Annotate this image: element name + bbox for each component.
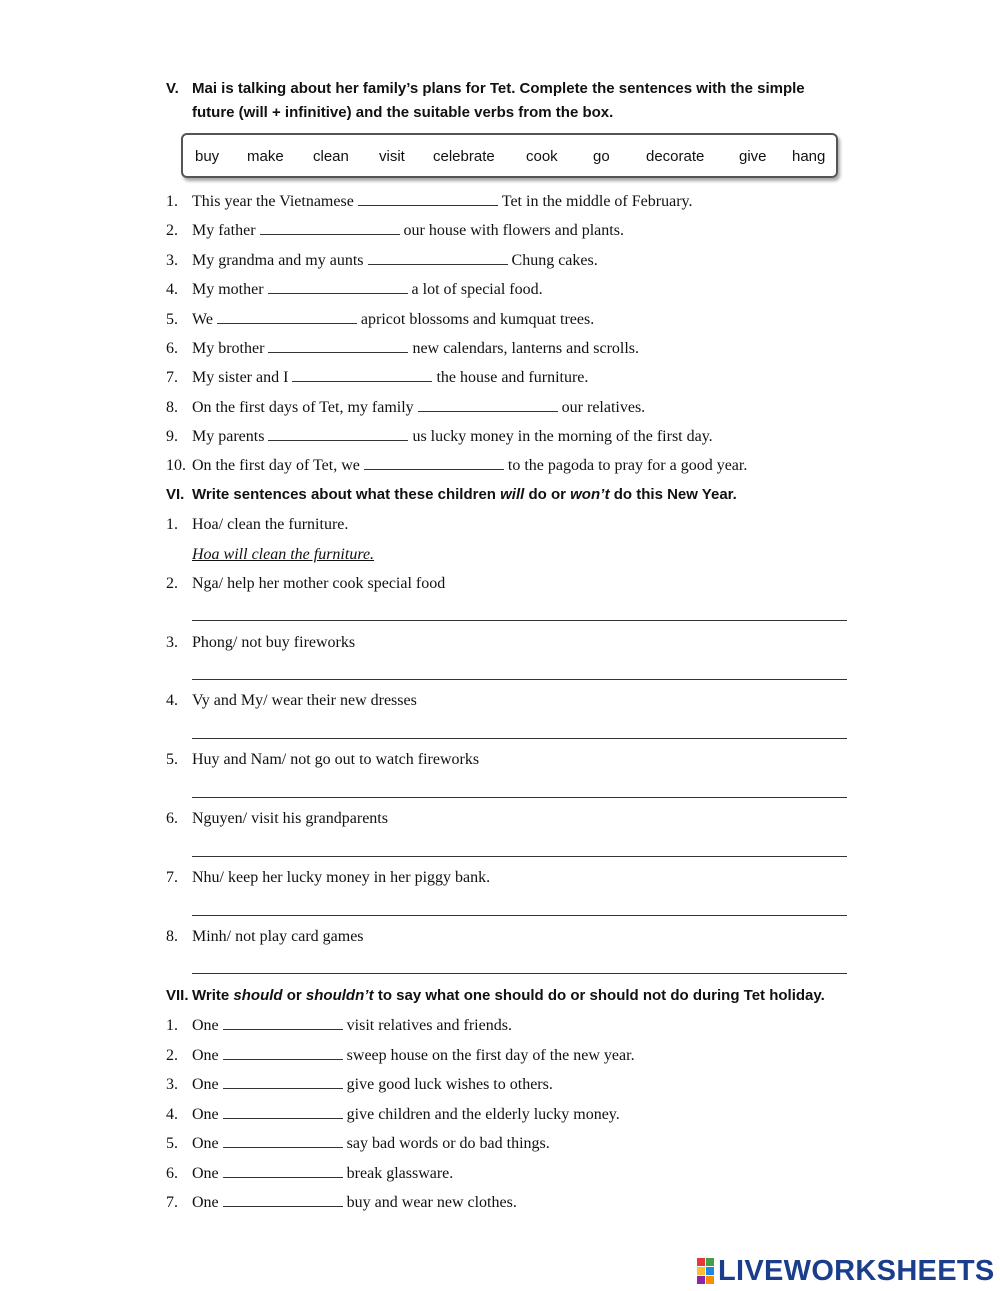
item-prompt: Hoa/ clean the furniture. xyxy=(192,516,349,533)
item-number: 7. xyxy=(166,369,178,386)
section-6-title-part: Write sentences about what these children xyxy=(192,486,501,503)
exercise-5-item xyxy=(166,309,594,330)
item-number: 3. xyxy=(166,1076,178,1093)
item-text-before: On the first days of Tet, my family xyxy=(192,399,414,416)
item-number: 5. xyxy=(166,311,178,328)
item-text-after: our relatives. xyxy=(561,399,646,416)
section-7-title xyxy=(166,984,825,1008)
item-text-before: On the first day of Tet, we xyxy=(192,457,360,474)
word-box-item: give xyxy=(739,148,767,165)
item-prompt: Nhu/ keep her lucky money in her piggy bank. xyxy=(192,869,491,886)
exercise-6-item xyxy=(166,809,388,829)
item-number: 4. xyxy=(166,692,178,709)
answer-blank[interactable] xyxy=(418,397,558,412)
exercise-5-item xyxy=(166,220,624,241)
answer-blank[interactable] xyxy=(223,1104,343,1119)
section-7-title-should: should xyxy=(233,987,283,1004)
section-5-title xyxy=(166,77,805,125)
item-number: 6. xyxy=(166,340,178,357)
exercise-5-item xyxy=(166,191,692,212)
word-box-item: hang xyxy=(792,148,826,165)
answer-blank[interactable] xyxy=(268,338,408,353)
exercise-6-item xyxy=(166,927,364,947)
answer-blank[interactable] xyxy=(268,426,408,441)
verb-word-box xyxy=(181,133,838,178)
item-text-before: My grandma and my aunts xyxy=(192,252,364,269)
item-number: 7. xyxy=(166,1194,178,1211)
exercise-7-item xyxy=(166,1104,620,1125)
exercise-5-item xyxy=(166,367,588,388)
answer-blank[interactable] xyxy=(223,1074,343,1089)
item-text-before: This year the Vietnamese xyxy=(192,193,354,210)
item-number: 2. xyxy=(166,575,178,592)
item-text-before: My sister and I xyxy=(192,369,289,386)
word-box-item: visit xyxy=(379,148,405,165)
logo-block xyxy=(697,1258,705,1266)
item-text-after: us lucky money in the morning of the first day. xyxy=(412,428,713,445)
section-6-title-will: will xyxy=(500,486,525,503)
word-box-item: buy xyxy=(195,148,220,165)
word-box-item: celebrate xyxy=(433,148,495,165)
word-box-item: decorate xyxy=(646,148,705,165)
answer-blank[interactable] xyxy=(364,455,504,470)
liveworksheets-logo xyxy=(697,1254,995,1288)
item-number: 5. xyxy=(166,751,178,768)
word-box-item: cook xyxy=(526,148,558,165)
section-7-title-part: to say what one should do or should not do during Tet holiday. xyxy=(373,987,825,1004)
item-text-after: new calendars, lanterns and scrolls. xyxy=(412,340,640,357)
item-text-before: One xyxy=(192,1047,219,1064)
logo-blocks-icon xyxy=(697,1258,714,1284)
item-number: 5. xyxy=(166,1135,178,1152)
item-text-before: One xyxy=(192,1194,219,1211)
section-7-title-shouldnt: shouldn’t xyxy=(305,987,374,1004)
item-number: 3. xyxy=(166,634,178,651)
exercise-7-item xyxy=(166,1074,553,1095)
section-5-instruction-line1: Mai is talking about her family’s plans for Tet. Complete the sentences with the simple xyxy=(192,80,805,97)
logo-block xyxy=(697,1276,705,1284)
answer-blank[interactable] xyxy=(217,309,357,324)
logo-block xyxy=(706,1276,714,1284)
answer-line[interactable] xyxy=(192,679,847,680)
item-number: 1. xyxy=(166,1017,178,1034)
exercise-7-item xyxy=(166,1133,550,1154)
section-6-title-part: do or xyxy=(524,486,571,503)
item-number: 6. xyxy=(166,1165,178,1182)
item-number: 10. xyxy=(166,457,186,474)
answer-line[interactable] xyxy=(192,620,847,621)
exercise-7-item xyxy=(166,1163,453,1184)
item-number: 2. xyxy=(166,1047,178,1064)
answer-blank[interactable] xyxy=(268,279,408,294)
exercise-6-item xyxy=(166,750,479,770)
item-number: 4. xyxy=(166,281,178,298)
item-number: 9. xyxy=(166,428,178,445)
item-prompt: Minh/ not play card games xyxy=(192,928,364,945)
answer-blank[interactable] xyxy=(223,1045,343,1060)
item-text-before: My mother xyxy=(192,281,264,298)
answer-blank[interactable] xyxy=(368,250,508,265)
item-number: 8. xyxy=(166,928,178,945)
logo-block xyxy=(706,1267,714,1275)
exercise-6-item xyxy=(166,633,355,653)
item-number: 8. xyxy=(166,399,178,416)
item-prompt: Phong/ not buy fireworks xyxy=(192,634,356,651)
item-text-after: to the pagoda to pray for a good year. xyxy=(507,457,748,474)
item-text-before: One xyxy=(192,1135,219,1152)
item-text-after: break glassware. xyxy=(346,1165,454,1182)
item-text-after: Tet in the middle of February. xyxy=(501,193,693,210)
exercise-6-item xyxy=(166,691,417,711)
section-6-title-part: do this New Year. xyxy=(609,486,737,503)
logo-block xyxy=(697,1267,705,1275)
item-text-after: sweep house on the first day of the new year. xyxy=(346,1047,635,1064)
section-6-title-wont: won’t xyxy=(570,486,610,503)
item-text-before: My brother xyxy=(192,340,265,357)
item-text-after: a lot of special food. xyxy=(411,281,543,298)
answer-blank[interactable] xyxy=(223,1015,343,1030)
answer-line[interactable] xyxy=(192,973,847,974)
item-text-after: the house and furniture. xyxy=(436,369,589,386)
item-number: 6. xyxy=(166,810,178,827)
exercise-7-item xyxy=(166,1192,517,1213)
item-text-before: We xyxy=(192,311,213,328)
answer-blank[interactable] xyxy=(358,191,498,206)
item-text-before: My parents xyxy=(192,428,265,445)
item-number: 2. xyxy=(166,222,178,239)
item-text-after: buy and wear new clothes. xyxy=(346,1194,517,1211)
word-box-item: go xyxy=(593,148,610,165)
word-box-item: make xyxy=(247,148,284,165)
item-text-before: My father xyxy=(192,222,256,239)
section-7-title-part: or xyxy=(282,987,306,1004)
answer-line[interactable] xyxy=(192,797,847,798)
item-text-after: say bad words or do bad things. xyxy=(346,1135,550,1152)
answer-blank[interactable] xyxy=(223,1163,343,1178)
answer-blank[interactable] xyxy=(223,1192,343,1207)
answer-blank[interactable] xyxy=(292,367,432,382)
section-7-number: VII. xyxy=(166,987,189,1004)
item-text-before: One xyxy=(192,1165,219,1182)
logo-text: LIVEWORKSHEETS xyxy=(718,1254,995,1287)
section-6-title xyxy=(166,483,737,507)
section-5-number: V. xyxy=(166,80,179,97)
section-5-instruction-line2: future (will + infinitive) and the suitable verbs from the box. xyxy=(192,104,614,121)
item-text-after: apricot blossoms and kumquat trees. xyxy=(360,311,595,328)
item-text-before: One xyxy=(192,1076,219,1093)
exercise-5-item xyxy=(166,279,543,300)
item-text-after: our house with flowers and plants. xyxy=(403,222,624,239)
exercise-6-item xyxy=(166,515,348,535)
answer-blank[interactable] xyxy=(260,220,400,235)
example-answer: Hoa will clean the furniture. xyxy=(192,546,375,563)
exercise-5-item xyxy=(166,250,598,271)
item-prompt: Huy and Nam/ not go out to watch fireworks xyxy=(192,751,480,768)
item-number: 4. xyxy=(166,1106,178,1123)
item-text-after: visit relatives and friends. xyxy=(346,1017,512,1034)
item-number: 1. xyxy=(166,516,178,533)
item-number: 7. xyxy=(166,869,178,886)
item-prompt: Nga/ help her mother cook special food xyxy=(192,575,446,592)
exercise-5-item xyxy=(166,338,639,359)
answer-line[interactable] xyxy=(192,915,847,916)
item-number: 1. xyxy=(166,193,178,210)
item-text-after: Chung cakes. xyxy=(511,252,598,269)
section-7-title-part: Write xyxy=(192,987,234,1004)
exercise-5-item xyxy=(166,397,645,418)
exercise-6-item xyxy=(166,574,445,594)
answer-blank[interactable] xyxy=(223,1133,343,1148)
item-prompt: Vy and My/ wear their new dresses xyxy=(192,692,417,709)
item-text-before: One xyxy=(192,1017,219,1034)
exercise-5-item xyxy=(166,426,713,447)
item-prompt: Nguyen/ visit his grandparents xyxy=(192,810,388,827)
answer-line[interactable] xyxy=(192,856,847,857)
exercise-6-item xyxy=(166,868,490,888)
item-number: 3. xyxy=(166,252,178,269)
section-6-number: VI. xyxy=(166,486,185,503)
exercise-7-item xyxy=(166,1045,635,1066)
exercise-5-item xyxy=(166,455,747,476)
exercise-7-item xyxy=(166,1015,512,1036)
item-text-before: One xyxy=(192,1106,219,1123)
answer-line[interactable] xyxy=(192,738,847,739)
word-box-item: clean xyxy=(313,148,349,165)
item-text-after: give good luck wishes to others. xyxy=(346,1076,553,1093)
logo-block xyxy=(706,1258,714,1266)
item-text-after: give children and the elderly lucky money. xyxy=(346,1106,620,1123)
